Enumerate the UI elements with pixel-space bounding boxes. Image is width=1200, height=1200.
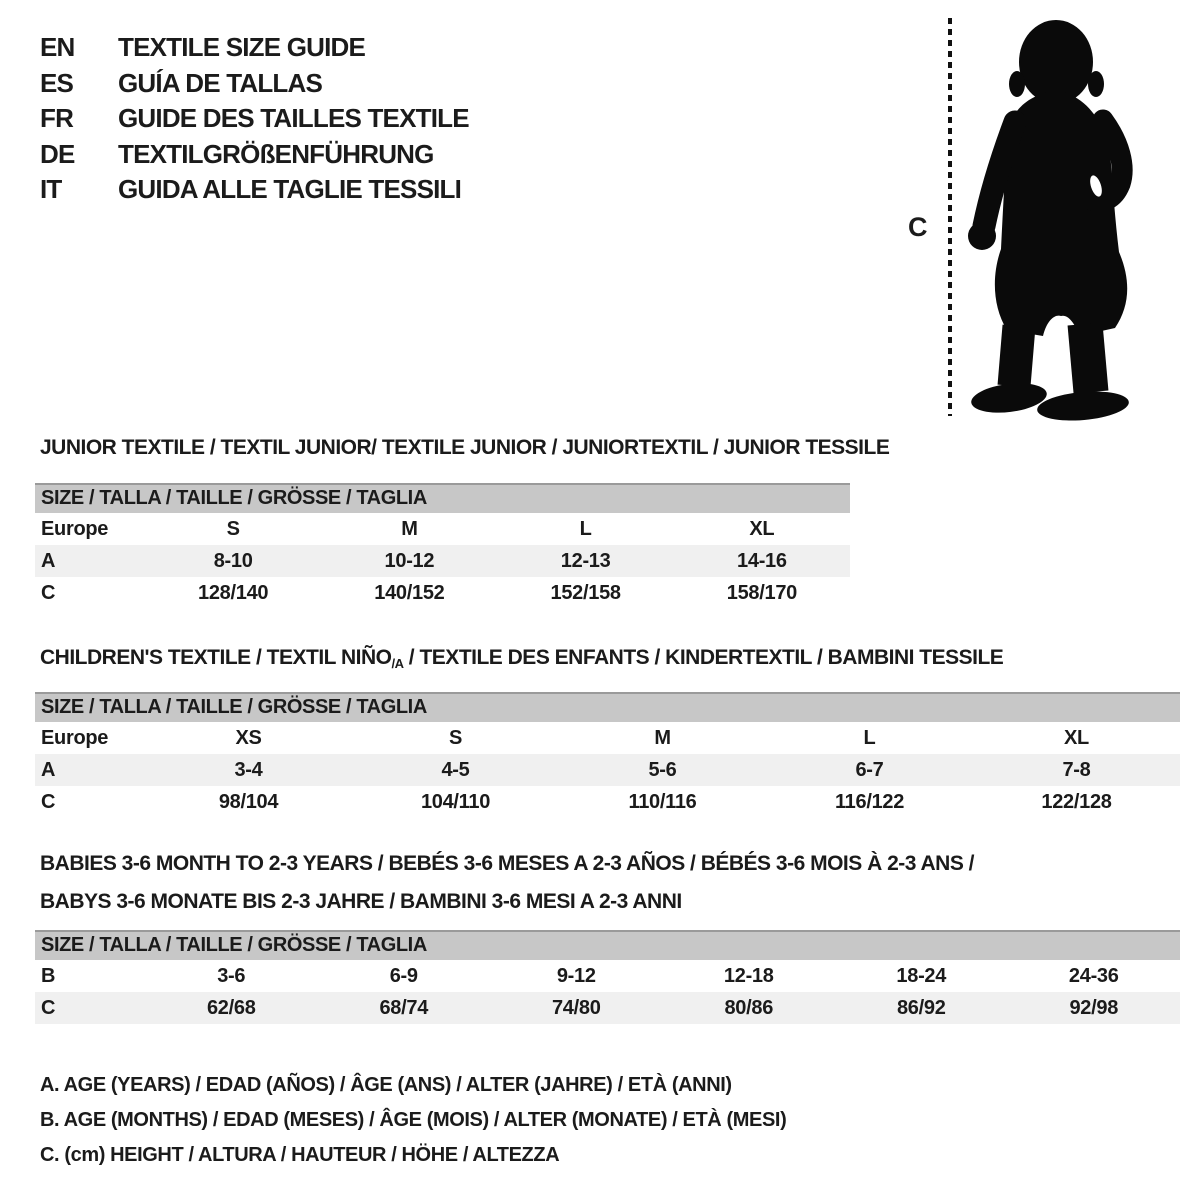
table-cell: 6-7	[766, 754, 973, 786]
row-label: Europe	[41, 726, 109, 749]
language-code: IT	[40, 174, 62, 204]
section-title-line1: BABIES 3-6 MONTH TO 2-3 YEARS / BEBÉS 3-6 MESES A 2-3 AÑOS / BÉBÉS 3-6 MOIS À 2-3 ANS /	[40, 852, 975, 875]
table-header-bar: SIZE / TALLA / TAILLE / GRÖSSE / TAGLIA	[35, 484, 850, 513]
row-label: C	[35, 992, 145, 1024]
table-row	[35, 754, 1180, 786]
legend-line-a: A. AGE (YEARS) / EDAD (AÑOS) / ÂGE (ANS) / ALTER (JAHRE) / ETÀ (ANNI)	[40, 1074, 732, 1096]
table-cell: 6-9	[389, 964, 418, 987]
section-title-junior: JUNIOR TEXTILE / TEXTIL JUNIOR/ TEXTILE JUNIOR / JUNIORTEXTIL / JUNIOR TESSILE	[40, 436, 890, 459]
language-row	[40, 137, 469, 173]
table-header-bar: SIZE / TALLA / TAILLE / GRÖSSE / TAGLIA	[35, 931, 1180, 960]
size-table	[35, 692, 1180, 818]
table-cell: 4-5	[352, 754, 559, 786]
section-title-text: CHILDREN'S TEXTILE / TEXTIL NIÑO	[40, 646, 392, 669]
table-cell: 7-8	[973, 754, 1180, 786]
table-cell: 98/104	[218, 790, 279, 813]
table-cell: 10-12	[321, 545, 497, 577]
table-row	[35, 786, 1180, 818]
language-title-list	[40, 30, 469, 208]
row-label: B	[41, 964, 56, 987]
table-cell: S	[448, 726, 463, 749]
table-cell: 152/158	[550, 581, 621, 604]
table-cell: XL	[1064, 726, 1089, 749]
table-row	[35, 960, 1180, 992]
row-label: Europe	[41, 517, 109, 540]
figure-height-label: C	[908, 212, 928, 242]
language-code: EN	[40, 32, 75, 62]
table-cell: S	[226, 517, 240, 540]
legend-line-b: B. AGE (MONTHS) / EDAD (MESES) / ÂGE (MOIS) / ALTER (MONATE) / ETÀ (MESI)	[40, 1109, 787, 1131]
row-label: A	[35, 545, 145, 577]
guide-title: GUIDE DES TAILLES TEXTILE	[118, 103, 469, 133]
children-size-table-container	[35, 692, 1180, 818]
row-label: A	[35, 754, 145, 786]
table-cell: L	[863, 726, 876, 749]
language-row	[40, 172, 469, 208]
table-cell: M	[401, 517, 418, 540]
table-cell: 122/128	[1041, 790, 1112, 813]
section-title-line2: BABYS 3-6 MONATE BIS 2-3 JAHRE / BAMBINI 3-6 MESI A 2-3 ANNI	[40, 890, 682, 913]
table-cell: 128/140	[198, 581, 269, 604]
table-cell: 158/170	[726, 581, 797, 604]
table-cell: 5-6	[559, 754, 766, 786]
table-cell: 12-18	[723, 964, 774, 987]
table-cell: 92/98	[1008, 992, 1181, 1024]
table-row	[35, 577, 850, 609]
row-label: C	[41, 790, 56, 813]
section-title-children	[40, 646, 1003, 671]
language-code: DE	[40, 138, 75, 169]
language-code: FR	[40, 103, 74, 133]
table-header-bar: SIZE / TALLA / TAILLE / GRÖSSE / TAGLIA	[35, 693, 1180, 722]
table-cell: M	[654, 726, 671, 749]
table-row	[35, 722, 1180, 754]
table-cell: 12-13	[498, 545, 674, 577]
guide-title: GUÍA DE TALLAS	[118, 67, 323, 98]
table-cell: XS	[235, 726, 262, 749]
table-cell: 9-12	[556, 964, 596, 987]
table-cell: 74/80	[490, 992, 663, 1024]
table-row	[35, 992, 1180, 1024]
junior-size-table-container	[35, 483, 850, 609]
table-cell: 3-6	[217, 964, 246, 987]
table-cell: 104/110	[420, 790, 491, 813]
language-row	[40, 101, 469, 137]
language-row	[40, 30, 469, 66]
table-cell: 140/152	[374, 581, 445, 604]
section-title-babies	[40, 845, 974, 921]
guide-title: GUIDA ALLE TAGLIE TESSILI	[118, 174, 462, 204]
table-cell: 116/122	[834, 790, 905, 813]
section-title-text: / TEXTILE DES ENFANTS / KINDERTEXTIL / BAMBINI TESSILE	[403, 646, 1004, 669]
table-cell: 24-36	[1068, 964, 1119, 987]
legend	[40, 1068, 786, 1173]
height-dashed-line	[948, 18, 952, 416]
guide-title: TEXTILE SIZE GUIDE	[118, 32, 366, 62]
table-cell: XL	[749, 517, 775, 540]
table-cell: 8-10	[145, 545, 321, 577]
table-row	[35, 545, 850, 577]
table-cell: 110/116	[628, 790, 697, 813]
row-label: C	[41, 581, 56, 604]
table-cell: 68/74	[318, 992, 491, 1024]
babies-size-table-container	[35, 930, 1180, 1024]
baby-silhouette-image	[963, 14, 1145, 424]
table-row	[35, 513, 850, 545]
size-table	[35, 930, 1180, 1024]
size-table	[35, 483, 850, 609]
table-cell: 86/92	[835, 992, 1008, 1024]
language-code: ES	[40, 67, 74, 98]
table-cell: 18-24	[896, 964, 947, 987]
table-cell: 62/68	[145, 992, 318, 1024]
language-row	[40, 66, 469, 102]
table-cell: 80/86	[663, 992, 836, 1024]
legend-line-c: C. (cm) HEIGHT / ALTURA / HAUTEUR / HÖHE / ALTEZZA	[40, 1144, 560, 1166]
guide-title: TEXTILGRÖßENFÜHRUNG	[118, 138, 434, 169]
table-cell: 3-4	[145, 754, 352, 786]
section-title-subscript: /A	[391, 656, 404, 671]
table-cell: 14-16	[674, 545, 850, 577]
table-cell: L	[579, 517, 592, 540]
